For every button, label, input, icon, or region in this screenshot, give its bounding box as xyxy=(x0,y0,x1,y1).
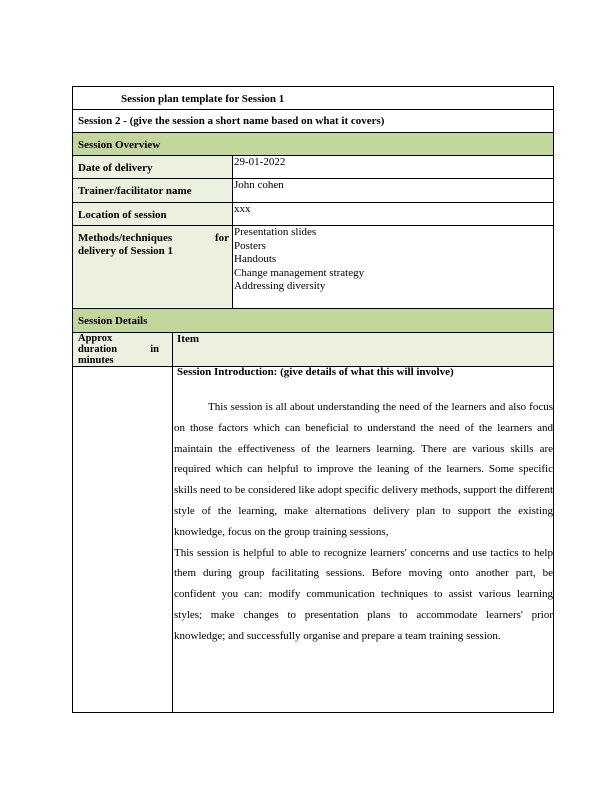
row-divider xyxy=(72,109,554,110)
duration-header-word: in xyxy=(150,344,159,355)
page-title: Session plan template for Session 1 xyxy=(121,93,285,105)
trainer-value: John cohen xyxy=(234,179,284,191)
methods-label-word: Methods/techniques xyxy=(78,232,173,244)
session-name-row: Session 2 - (give the session a short name based on what it covers) xyxy=(78,115,385,127)
session-overview-heading: Session Overview xyxy=(78,139,161,151)
column-divider xyxy=(232,155,233,308)
date-value: 29-01-2022 xyxy=(234,156,286,168)
intro-paragraph: This session is helpful to able to recognize learners' concerns and use tactics to help them during group facilitating sessions. Before moving onto another part, be confident you can: modify communication techniques to assist various learning styles; make changes to presentation plans to accommodate learners' prior knowledge; and successfully organise and prepare a team training session. xyxy=(174,546,553,642)
duration-header-line: Approx xyxy=(78,333,113,344)
item-header: Item xyxy=(177,333,199,345)
methods-list-item: Handouts xyxy=(234,253,277,266)
duration-header-word: duration xyxy=(78,344,118,355)
methods-label-line: delivery of Session 1 xyxy=(78,245,174,257)
duration-header-line: minutes xyxy=(78,355,114,366)
methods-list-item: Addressing diversity xyxy=(234,280,326,293)
location-label: Location of session xyxy=(78,209,167,221)
duration-header xyxy=(78,333,159,366)
row-divider xyxy=(72,178,554,179)
methods-list-item: Presentation slides xyxy=(234,226,317,238)
row-divider xyxy=(72,155,554,156)
column-divider xyxy=(172,332,173,713)
trainer-label: Trainer/facilitator name xyxy=(78,185,192,197)
intro-body xyxy=(174,397,553,647)
row-divider xyxy=(72,308,554,309)
row-divider xyxy=(72,132,554,133)
intro-heading: Session Introduction: (give details of what this will involve) xyxy=(177,366,454,378)
methods-list-item: Posters xyxy=(234,239,266,252)
methods-list-item: Change management strategy xyxy=(234,266,365,279)
date-label: Date of delivery xyxy=(78,162,153,174)
methods-label-word: for xyxy=(214,232,229,244)
session-details-heading: Session Details xyxy=(78,315,148,327)
intro-paragraph: This session is all about understanding the need of the learners and also focus on those factors which can beneficial to understand the need of the learners and maintain the effectiveness of the learners learning. There are various skills are required which can helpful to improve the leaning of the learners. Some specific skills need to be considered like adopt specific delivery methods, support the different style of the learning, make alternations delivery plan to support the existing knowledge, focus on the group training sessions, xyxy=(174,401,553,538)
methods-label xyxy=(78,232,229,258)
row-divider xyxy=(72,202,554,203)
location-value: xxx xyxy=(234,203,251,215)
methods-list xyxy=(234,226,364,294)
